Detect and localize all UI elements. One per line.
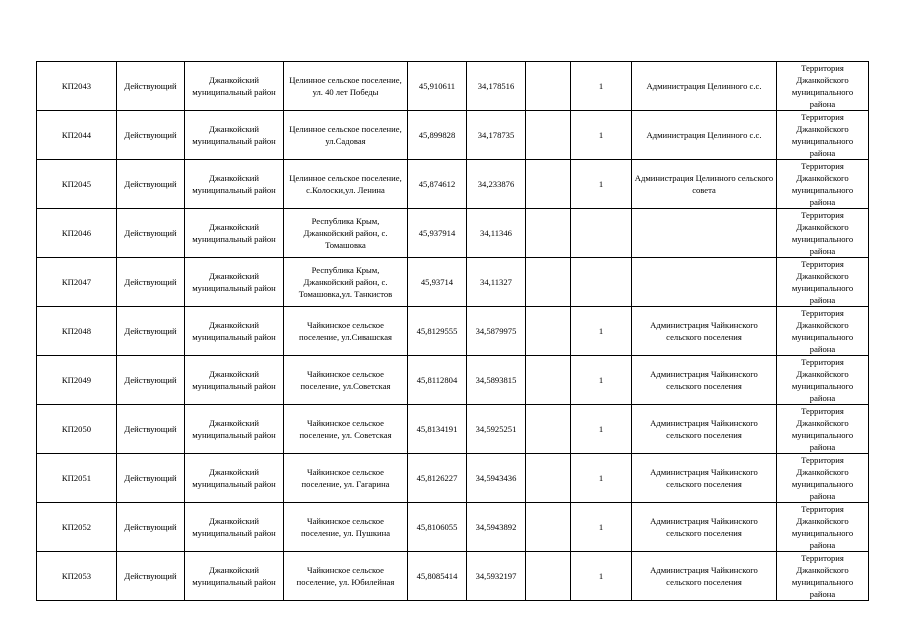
cell-owner: Администрация Чайкинского сельского поселения <box>632 307 777 356</box>
cell-district: Джанкойский муниципальный район <box>185 405 284 454</box>
cell-status: Действующий <box>117 160 185 209</box>
cell-owner: Администрация Чайкинского сельского поселения <box>632 356 777 405</box>
cell-blank <box>526 62 571 111</box>
cell-district: Джанкойский муниципальный район <box>185 258 284 307</box>
cell-status: Действующий <box>117 454 185 503</box>
cell-code: КП2048 <box>37 307 117 356</box>
cell-longitude: 34,5943892 <box>467 503 526 552</box>
cell-owner: Администрация Целинного сельского совета <box>632 160 777 209</box>
cell-status: Действующий <box>117 405 185 454</box>
cell-address: Чайкинское сельское поселение, ул. Юбилейная <box>284 552 408 601</box>
cell-territory: Территория Джанкойского муниципального района <box>777 503 869 552</box>
cell-territory: Территория Джанкойского муниципального района <box>777 62 869 111</box>
registry-table <box>36 61 869 601</box>
cell-latitude: 45,8112804 <box>408 356 467 405</box>
table-row <box>37 258 869 307</box>
cell-address: Целинное сельское поселение, ул. 40 лет Победы <box>284 62 408 111</box>
cell-blank <box>526 552 571 601</box>
cell-address: Чайкинское сельское поселение, ул.Советская <box>284 356 408 405</box>
cell-longitude: 34,11327 <box>467 258 526 307</box>
table-row <box>37 552 869 601</box>
cell-longitude: 34,178516 <box>467 62 526 111</box>
cell-code: КП2052 <box>37 503 117 552</box>
cell-territory: Территория Джанкойского муниципального района <box>777 111 869 160</box>
cell-code: КП2051 <box>37 454 117 503</box>
cell-status: Действующий <box>117 111 185 160</box>
cell-blank <box>526 160 571 209</box>
cell-code: КП2053 <box>37 552 117 601</box>
cell-count <box>571 258 632 307</box>
cell-latitude: 45,8085414 <box>408 552 467 601</box>
cell-district: Джанкойский муниципальный район <box>185 111 284 160</box>
cell-district: Джанкойский муниципальный район <box>185 209 284 258</box>
cell-owner: Администрация Чайкинского сельского поселения <box>632 405 777 454</box>
cell-longitude: 34,233876 <box>467 160 526 209</box>
cell-code: КП2043 <box>37 62 117 111</box>
cell-territory: Территория Джанкойского муниципального района <box>777 454 869 503</box>
cell-blank <box>526 405 571 454</box>
cell-district: Джанкойский муниципальный район <box>185 552 284 601</box>
cell-blank <box>526 307 571 356</box>
cell-latitude: 45,8134191 <box>408 405 467 454</box>
cell-territory: Территория Джанкойского муниципального района <box>777 209 869 258</box>
cell-owner <box>632 258 777 307</box>
cell-code: КП2050 <box>37 405 117 454</box>
cell-territory: Территория Джанкойского муниципального района <box>777 405 869 454</box>
cell-owner: Администрация Целинного с.с. <box>632 111 777 160</box>
cell-latitude: 45,8106055 <box>408 503 467 552</box>
table-row <box>37 62 869 111</box>
cell-status: Действующий <box>117 307 185 356</box>
cell-count: 1 <box>571 454 632 503</box>
table-row <box>37 111 869 160</box>
cell-territory: Территория Джанкойского муниципального района <box>777 552 869 601</box>
table-row <box>37 405 869 454</box>
cell-count: 1 <box>571 405 632 454</box>
cell-address: Республика Крым, Джанкойский район, с. Томашовка <box>284 209 408 258</box>
cell-owner: Администрация Чайкинского сельского поселения <box>632 552 777 601</box>
cell-status: Действующий <box>117 552 185 601</box>
cell-longitude: 34,5925251 <box>467 405 526 454</box>
cell-latitude: 45,8129555 <box>408 307 467 356</box>
cell-count: 1 <box>571 160 632 209</box>
cell-address: Чайкинское сельское поселение, ул. Пушкина <box>284 503 408 552</box>
table-row <box>37 307 869 356</box>
cell-count: 1 <box>571 356 632 405</box>
cell-latitude: 45,937914 <box>408 209 467 258</box>
cell-district: Джанкойский муниципальный район <box>185 160 284 209</box>
cell-longitude: 34,5879975 <box>467 307 526 356</box>
cell-code: КП2047 <box>37 258 117 307</box>
cell-territory: Территория Джанкойского муниципального района <box>777 258 869 307</box>
table-row <box>37 356 869 405</box>
cell-address: Чайкинское сельское поселение, ул. Советская <box>284 405 408 454</box>
cell-latitude: 45,8126227 <box>408 454 467 503</box>
cell-status: Действующий <box>117 356 185 405</box>
cell-status: Действующий <box>117 62 185 111</box>
cell-code: КП2044 <box>37 111 117 160</box>
cell-district: Джанкойский муниципальный район <box>185 307 284 356</box>
cell-district: Джанкойский муниципальный район <box>185 356 284 405</box>
registry-rows <box>37 62 869 601</box>
cell-longitude: 34,11346 <box>467 209 526 258</box>
cell-district: Джанкойский муниципальный район <box>185 503 284 552</box>
cell-owner: Администрация Чайкинского сельского поселения <box>632 503 777 552</box>
cell-blank <box>526 454 571 503</box>
cell-count: 1 <box>571 62 632 111</box>
cell-code: КП2049 <box>37 356 117 405</box>
cell-status: Действующий <box>117 258 185 307</box>
table-row <box>37 454 869 503</box>
cell-longitude: 34,178735 <box>467 111 526 160</box>
table-row <box>37 209 869 258</box>
cell-district: Джанкойский муниципальный район <box>185 454 284 503</box>
cell-address: Целинное сельское поселение, ул.Садовая <box>284 111 408 160</box>
cell-blank <box>526 258 571 307</box>
cell-status: Действующий <box>117 209 185 258</box>
cell-latitude: 45,874612 <box>408 160 467 209</box>
cell-count: 1 <box>571 111 632 160</box>
table-row <box>37 503 869 552</box>
cell-code: КП2045 <box>37 160 117 209</box>
cell-owner: Администрация Целинного с.с. <box>632 62 777 111</box>
cell-count: 1 <box>571 552 632 601</box>
cell-latitude: 45,910611 <box>408 62 467 111</box>
cell-count <box>571 209 632 258</box>
cell-blank <box>526 209 571 258</box>
cell-blank <box>526 503 571 552</box>
cell-territory: Территория Джанкойского муниципального района <box>777 356 869 405</box>
cell-latitude: 45,899828 <box>408 111 467 160</box>
table-row <box>37 160 869 209</box>
cell-longitude: 34,5943436 <box>467 454 526 503</box>
cell-territory: Территория Джанкойского муниципального района <box>777 307 869 356</box>
cell-status: Действующий <box>117 503 185 552</box>
cell-latitude: 45,93714 <box>408 258 467 307</box>
cell-address: Целинное сельское поселение, с.Колоски,ул. Ленина <box>284 160 408 209</box>
cell-count: 1 <box>571 307 632 356</box>
cell-district: Джанкойский муниципальный район <box>185 62 284 111</box>
cell-address: Республика Крым, Джанкойский район, с. Томашовка,ул. Танкистов <box>284 258 408 307</box>
cell-blank <box>526 356 571 405</box>
cell-blank <box>526 111 571 160</box>
cell-count: 1 <box>571 503 632 552</box>
cell-longitude: 34,5932197 <box>467 552 526 601</box>
cell-code: КП2046 <box>37 209 117 258</box>
cell-owner <box>632 209 777 258</box>
cell-territory: Территория Джанкойского муниципального района <box>777 160 869 209</box>
cell-owner: Администрация Чайкинского сельского поселения <box>632 454 777 503</box>
cell-address: Чайкинское сельское поселение, ул. Гагарина <box>284 454 408 503</box>
cell-longitude: 34,5893815 <box>467 356 526 405</box>
cell-address: Чайкинское сельское поселение, ул.Сивашская <box>284 307 408 356</box>
